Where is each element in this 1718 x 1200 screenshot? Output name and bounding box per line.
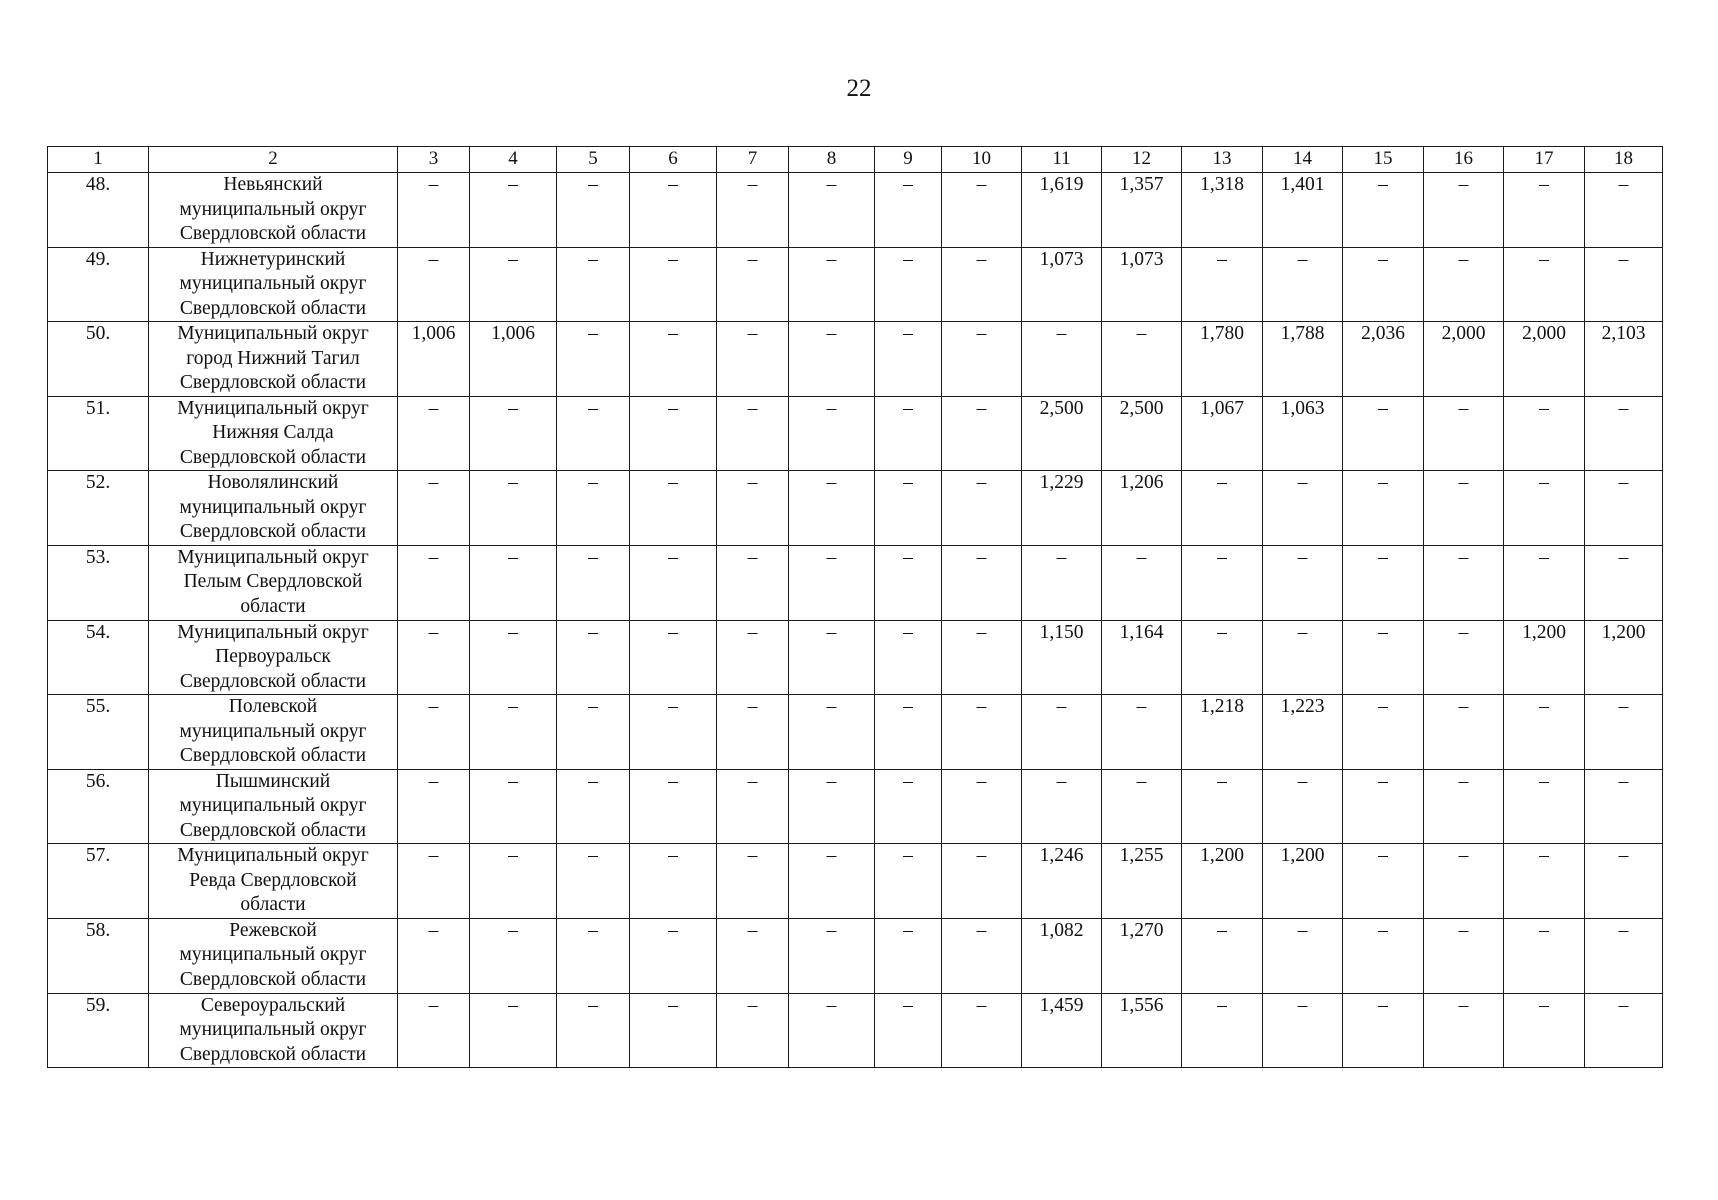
row-number: 55. (48, 695, 149, 770)
value-cell-col-8: – (789, 695, 875, 770)
value-cell-col-6: – (630, 695, 717, 770)
value-cell-col-4: – (470, 471, 557, 546)
value-cell-col-16: – (1424, 471, 1504, 546)
value-cell-col-10: – (942, 471, 1022, 546)
value-cell-col-4: – (470, 247, 557, 322)
value-cell-col-16: – (1424, 993, 1504, 1068)
value-cell-col-9: – (875, 769, 942, 844)
value-cell-col-12: 1,164 (1102, 620, 1182, 695)
row-number: 51. (48, 396, 149, 471)
value-cell-col-3: – (398, 247, 470, 322)
table-row (48, 471, 1663, 546)
row-number: 56. (48, 769, 149, 844)
value-cell-col-13: 1,200 (1182, 844, 1263, 919)
column-number-16: 16 (1424, 147, 1504, 173)
column-number-3: 3 (398, 147, 470, 173)
value-cell-col-10: – (942, 918, 1022, 993)
value-cell-col-10: – (942, 695, 1022, 770)
value-cell-col-6: – (630, 769, 717, 844)
column-number-2: 2 (149, 147, 398, 173)
column-number-6: 6 (630, 147, 717, 173)
value-cell-col-9: – (875, 844, 942, 919)
value-cell-col-17: – (1504, 471, 1585, 546)
value-cell-col-16: – (1424, 396, 1504, 471)
table-row (48, 769, 1663, 844)
value-cell-col-8: – (789, 769, 875, 844)
value-cell-col-10: – (942, 769, 1022, 844)
value-cell-col-14: – (1263, 769, 1343, 844)
value-cell-col-10: – (942, 396, 1022, 471)
value-cell-col-17: 2,000 (1504, 322, 1585, 397)
value-cell-col-16: – (1424, 844, 1504, 919)
value-cell-col-10: – (942, 993, 1022, 1068)
value-cell-col-10: – (942, 620, 1022, 695)
value-cell-col-7: – (717, 471, 789, 546)
municipality-name: Нижнетуринский муниципальный округ Свердловской области (149, 247, 398, 322)
value-cell-col-9: – (875, 695, 942, 770)
data-table (47, 146, 1663, 1068)
value-cell-col-3: – (398, 918, 470, 993)
page-number: 22 (846, 75, 872, 102)
value-cell-col-10: – (942, 173, 1022, 248)
row-number: 50. (48, 322, 149, 397)
value-cell-col-18: 2,103 (1585, 322, 1663, 397)
value-cell-col-3: – (398, 769, 470, 844)
value-cell-col-15: – (1343, 247, 1424, 322)
value-cell-col-3: – (398, 173, 470, 248)
municipality-name: Полевской муниципальный округ Свердловской области (149, 695, 398, 770)
value-cell-col-18: – (1585, 173, 1663, 248)
column-number-15: 15 (1343, 147, 1424, 173)
value-cell-col-4: – (470, 769, 557, 844)
value-cell-col-14: 1,401 (1263, 173, 1343, 248)
value-cell-col-5: – (557, 769, 630, 844)
value-cell-col-9: – (875, 620, 942, 695)
column-number-11: 11 (1022, 147, 1102, 173)
table-row (48, 844, 1663, 919)
value-cell-col-15: – (1343, 695, 1424, 770)
value-cell-col-7: – (717, 918, 789, 993)
value-cell-col-18: – (1585, 769, 1663, 844)
value-cell-col-15: – (1343, 396, 1424, 471)
value-cell-col-14: – (1263, 471, 1343, 546)
value-cell-col-5: – (557, 322, 630, 397)
column-number-12: 12 (1102, 147, 1182, 173)
value-cell-col-18: 1,200 (1585, 620, 1663, 695)
value-cell-col-10: – (942, 247, 1022, 322)
value-cell-col-15: – (1343, 173, 1424, 248)
row-number: 49. (48, 247, 149, 322)
value-cell-col-3: – (398, 993, 470, 1068)
value-cell-col-3: – (398, 844, 470, 919)
row-number: 53. (48, 545, 149, 620)
value-cell-col-6: – (630, 322, 717, 397)
value-cell-col-18: – (1585, 247, 1663, 322)
value-cell-col-8: – (789, 322, 875, 397)
value-cell-col-15: – (1343, 993, 1424, 1068)
value-cell-col-11: 1,150 (1022, 620, 1102, 695)
value-cell-col-15: – (1343, 844, 1424, 919)
value-cell-col-14: 1,063 (1263, 396, 1343, 471)
value-cell-col-9: – (875, 918, 942, 993)
value-cell-col-18: – (1585, 844, 1663, 919)
value-cell-col-18: – (1585, 695, 1663, 770)
column-number-10: 10 (942, 147, 1022, 173)
municipality-name: Муниципальный округ Ревда Свердловской области (149, 844, 398, 919)
value-cell-col-17: – (1504, 545, 1585, 620)
value-cell-col-16: – (1424, 173, 1504, 248)
table-row (48, 173, 1663, 248)
value-cell-col-6: – (630, 545, 717, 620)
value-cell-col-17: – (1504, 918, 1585, 993)
table-row (48, 322, 1663, 397)
value-cell-col-6: – (630, 993, 717, 1068)
value-cell-col-13: 1,780 (1182, 322, 1263, 397)
value-cell-col-6: – (630, 396, 717, 471)
value-cell-col-5: – (557, 844, 630, 919)
value-cell-col-15: – (1343, 471, 1424, 546)
value-cell-col-13: 1,067 (1182, 396, 1263, 471)
municipality-name: Муниципальный округ город Нижний Тагил Свердловской области (149, 322, 398, 397)
value-cell-col-14: – (1263, 545, 1343, 620)
value-cell-col-16: – (1424, 247, 1504, 322)
value-cell-col-12: – (1102, 695, 1182, 770)
value-cell-col-10: – (942, 545, 1022, 620)
value-cell-col-14: 1,200 (1263, 844, 1343, 919)
value-cell-col-12: 1,270 (1102, 918, 1182, 993)
table-row (48, 620, 1663, 695)
value-cell-col-17: – (1504, 396, 1585, 471)
value-cell-col-4: – (470, 918, 557, 993)
value-cell-col-12: 1,556 (1102, 993, 1182, 1068)
value-cell-col-9: – (875, 396, 942, 471)
table-row (48, 695, 1663, 770)
value-cell-col-11: 1,459 (1022, 993, 1102, 1068)
value-cell-col-12: 1,357 (1102, 173, 1182, 248)
value-cell-col-18: – (1585, 918, 1663, 993)
value-cell-col-5: – (557, 993, 630, 1068)
value-cell-col-7: – (717, 844, 789, 919)
value-cell-col-4: 1,006 (470, 322, 557, 397)
row-number: 57. (48, 844, 149, 919)
row-number: 52. (48, 471, 149, 546)
value-cell-col-13: 1,318 (1182, 173, 1263, 248)
value-cell-col-12: 1,073 (1102, 247, 1182, 322)
municipality-name: Невьянский муниципальный округ Свердловской области (149, 173, 398, 248)
value-cell-col-10: – (942, 844, 1022, 919)
value-cell-col-12: 1,206 (1102, 471, 1182, 546)
value-cell-col-13: – (1182, 247, 1263, 322)
column-number-4: 4 (470, 147, 557, 173)
value-cell-col-17: – (1504, 247, 1585, 322)
value-cell-col-13: 1,218 (1182, 695, 1263, 770)
value-cell-col-12: – (1102, 769, 1182, 844)
value-cell-col-11: 1,229 (1022, 471, 1102, 546)
table-row (48, 918, 1663, 993)
value-cell-col-17: – (1504, 993, 1585, 1068)
value-cell-col-16: 2,000 (1424, 322, 1504, 397)
value-cell-col-9: – (875, 993, 942, 1068)
row-number: 59. (48, 993, 149, 1068)
value-cell-col-12: 2,500 (1102, 396, 1182, 471)
value-cell-col-8: – (789, 918, 875, 993)
value-cell-col-9: – (875, 173, 942, 248)
value-cell-col-8: – (789, 545, 875, 620)
value-cell-col-15: – (1343, 918, 1424, 993)
column-number-1: 1 (48, 147, 149, 173)
value-cell-col-5: – (557, 918, 630, 993)
value-cell-col-13: – (1182, 545, 1263, 620)
column-number-14: 14 (1263, 147, 1343, 173)
value-cell-col-12: – (1102, 545, 1182, 620)
value-cell-col-18: – (1585, 993, 1663, 1068)
column-number-9: 9 (875, 147, 942, 173)
value-cell-col-4: – (470, 844, 557, 919)
value-cell-col-15: – (1343, 545, 1424, 620)
value-cell-col-12: – (1102, 322, 1182, 397)
value-cell-col-13: – (1182, 769, 1263, 844)
value-cell-col-14: 1,223 (1263, 695, 1343, 770)
value-cell-col-15: – (1343, 620, 1424, 695)
table-row (48, 247, 1663, 322)
municipality-name: Режевской муниципальный округ Свердловской области (149, 918, 398, 993)
row-number: 48. (48, 173, 149, 248)
value-cell-col-7: – (717, 247, 789, 322)
value-cell-col-5: – (557, 620, 630, 695)
value-cell-col-3: – (398, 471, 470, 546)
value-cell-col-13: – (1182, 471, 1263, 546)
value-cell-col-6: – (630, 247, 717, 322)
value-cell-col-5: – (557, 173, 630, 248)
value-cell-col-16: – (1424, 918, 1504, 993)
value-cell-col-11: 1,073 (1022, 247, 1102, 322)
municipality-name: Новолялинский муниципальный округ Свердловской области (149, 471, 398, 546)
value-cell-col-14: – (1263, 993, 1343, 1068)
value-cell-col-17: – (1504, 844, 1585, 919)
value-cell-col-14: – (1263, 620, 1343, 695)
municipality-name: Муниципальный округ Пелым Свердловской области (149, 545, 398, 620)
value-cell-col-16: – (1424, 545, 1504, 620)
column-number-13: 13 (1182, 147, 1263, 173)
value-cell-col-13: – (1182, 620, 1263, 695)
value-cell-col-9: – (875, 322, 942, 397)
municipality-name: Муниципальный округ Первоуральск Свердловской области (149, 620, 398, 695)
value-cell-col-11: 1,082 (1022, 918, 1102, 993)
value-cell-col-14: – (1263, 247, 1343, 322)
column-number-5: 5 (557, 147, 630, 173)
value-cell-col-12: 1,255 (1102, 844, 1182, 919)
value-cell-col-4: – (470, 695, 557, 770)
value-cell-col-16: – (1424, 695, 1504, 770)
value-cell-col-18: – (1585, 396, 1663, 471)
value-cell-col-6: – (630, 918, 717, 993)
column-number-18: 18 (1585, 147, 1663, 173)
table-row (48, 545, 1663, 620)
value-cell-col-7: – (717, 396, 789, 471)
value-cell-col-11: 1,619 (1022, 173, 1102, 248)
value-cell-col-8: – (789, 993, 875, 1068)
value-cell-col-17: – (1504, 173, 1585, 248)
row-number: 58. (48, 918, 149, 993)
value-cell-col-11: – (1022, 769, 1102, 844)
value-cell-col-4: – (470, 993, 557, 1068)
value-cell-col-11: – (1022, 695, 1102, 770)
value-cell-col-7: – (717, 620, 789, 695)
value-cell-col-15: 2,036 (1343, 322, 1424, 397)
value-cell-col-4: – (470, 396, 557, 471)
value-cell-col-8: – (789, 396, 875, 471)
value-cell-col-3: – (398, 396, 470, 471)
value-cell-col-11: – (1022, 322, 1102, 397)
column-number-7: 7 (717, 147, 789, 173)
value-cell-col-13: – (1182, 993, 1263, 1068)
value-cell-col-13: – (1182, 918, 1263, 993)
value-cell-col-11: 1,246 (1022, 844, 1102, 919)
value-cell-col-16: – (1424, 620, 1504, 695)
value-cell-col-3: – (398, 695, 470, 770)
value-cell-col-14: – (1263, 918, 1343, 993)
municipality-name: Пышминский муниципальный округ Свердловской области (149, 769, 398, 844)
table-row (48, 993, 1663, 1068)
value-cell-col-7: – (717, 173, 789, 248)
value-cell-col-5: – (557, 545, 630, 620)
value-cell-col-5: – (557, 695, 630, 770)
value-cell-col-14: 1,788 (1263, 322, 1343, 397)
value-cell-col-9: – (875, 247, 942, 322)
value-cell-col-7: – (717, 769, 789, 844)
value-cell-col-4: – (470, 545, 557, 620)
column-number-17: 17 (1504, 147, 1585, 173)
value-cell-col-6: – (630, 471, 717, 546)
table-body (48, 147, 1663, 1068)
value-cell-col-5: – (557, 247, 630, 322)
value-cell-col-16: – (1424, 769, 1504, 844)
value-cell-col-15: – (1343, 769, 1424, 844)
value-cell-col-6: – (630, 844, 717, 919)
column-number-8: 8 (789, 147, 875, 173)
value-cell-col-4: – (470, 620, 557, 695)
row-number: 54. (48, 620, 149, 695)
value-cell-col-9: – (875, 471, 942, 546)
municipality-name: Муниципальный округ Нижняя Салда Свердловской области (149, 396, 398, 471)
value-cell-col-6: – (630, 620, 717, 695)
value-cell-col-11: 2,500 (1022, 396, 1102, 471)
value-cell-col-3: – (398, 545, 470, 620)
value-cell-col-17: – (1504, 769, 1585, 844)
value-cell-col-5: – (557, 396, 630, 471)
value-cell-col-8: – (789, 247, 875, 322)
value-cell-col-8: – (789, 173, 875, 248)
value-cell-col-6: – (630, 173, 717, 248)
value-cell-col-4: – (470, 173, 557, 248)
table-row (48, 396, 1663, 471)
value-cell-col-11: – (1022, 545, 1102, 620)
value-cell-col-10: – (942, 322, 1022, 397)
value-cell-col-3: – (398, 620, 470, 695)
municipality-name: Североуральский муниципальный округ Свердловской области (149, 993, 398, 1068)
value-cell-col-7: – (717, 695, 789, 770)
value-cell-col-7: – (717, 545, 789, 620)
value-cell-col-3: 1,006 (398, 322, 470, 397)
value-cell-col-17: – (1504, 695, 1585, 770)
value-cell-col-8: – (789, 844, 875, 919)
value-cell-col-8: – (789, 471, 875, 546)
value-cell-col-9: – (875, 545, 942, 620)
value-cell-col-5: – (557, 471, 630, 546)
value-cell-col-7: – (717, 322, 789, 397)
column-number-row (48, 147, 1663, 173)
value-cell-col-7: – (717, 993, 789, 1068)
value-cell-col-17: 1,200 (1504, 620, 1585, 695)
value-cell-col-18: – (1585, 545, 1663, 620)
value-cell-col-8: – (789, 620, 875, 695)
value-cell-col-18: – (1585, 471, 1663, 546)
